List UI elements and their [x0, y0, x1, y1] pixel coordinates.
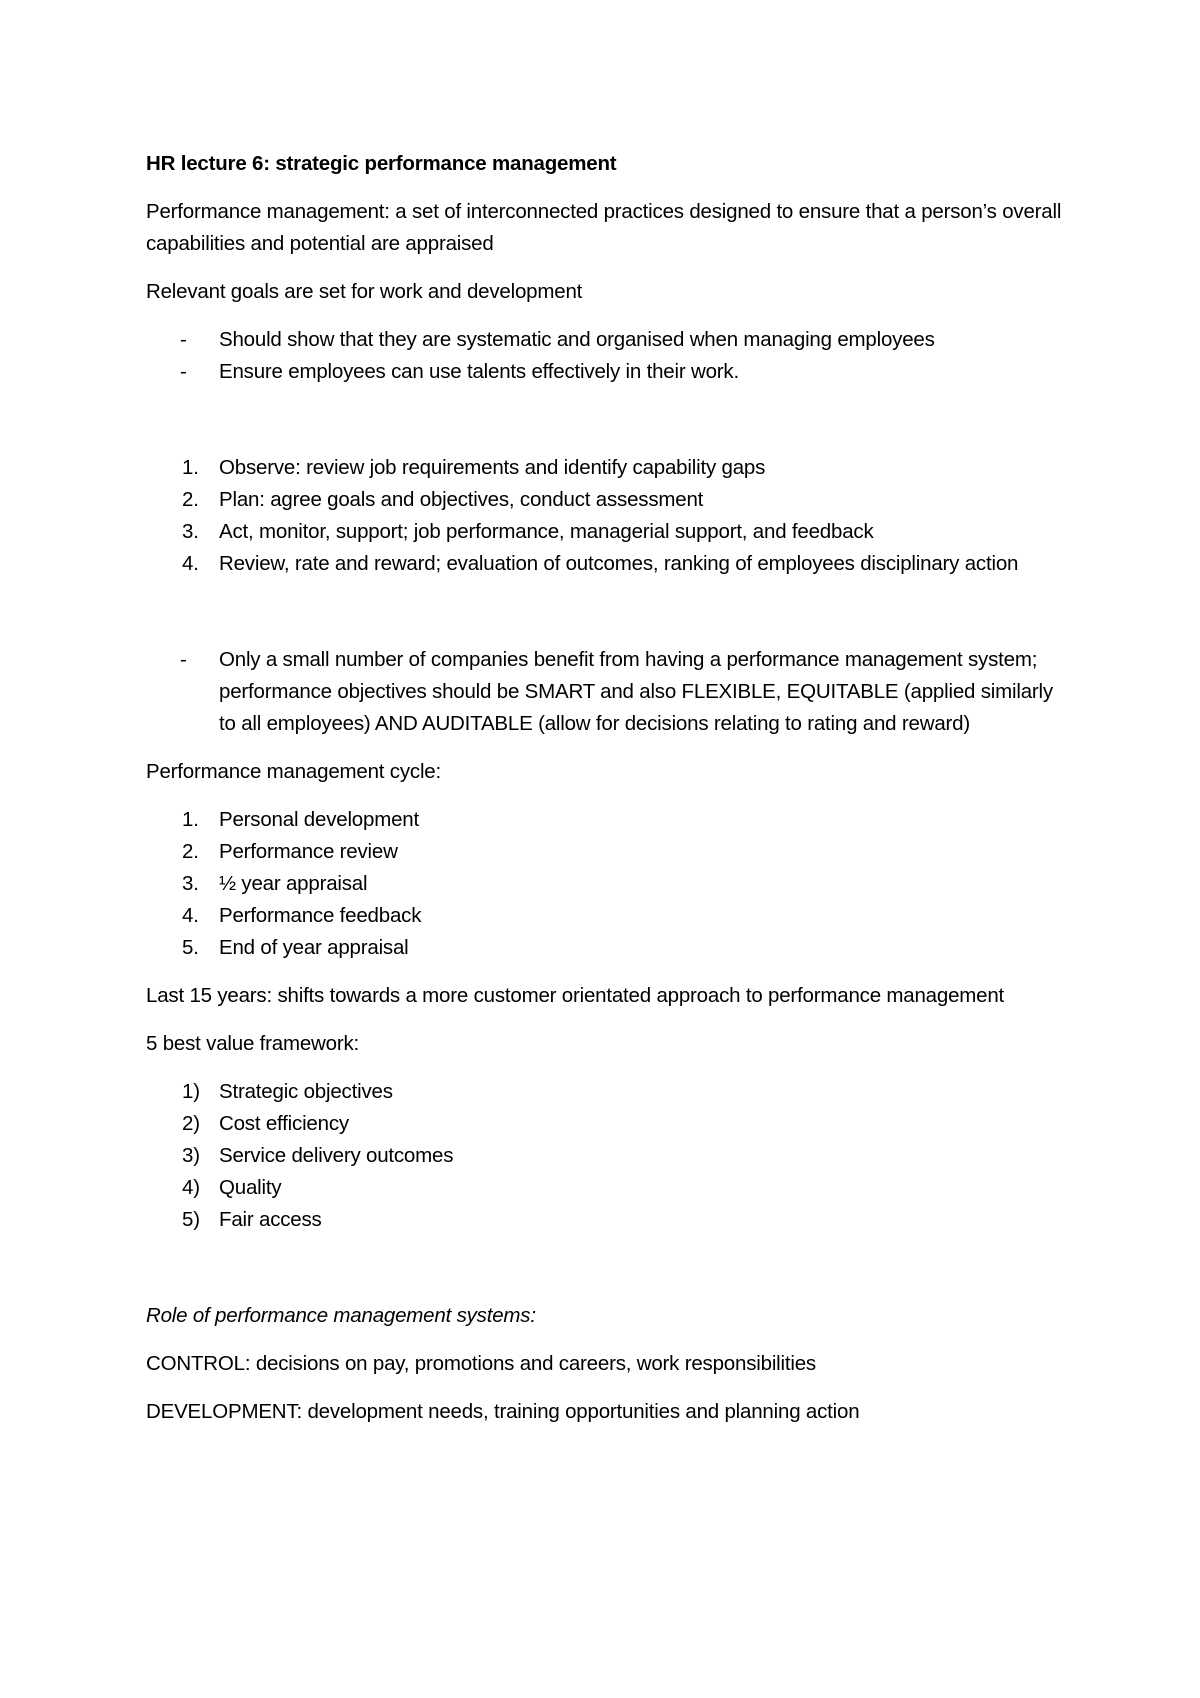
list-item-text: Fair access [219, 1208, 322, 1231]
list-item [146, 1076, 1066, 1108]
number-marker: 2. [182, 840, 199, 863]
list-item-text: Cost efficiency [219, 1112, 349, 1135]
goals-bullet-list [146, 324, 1066, 388]
number-marker: 1. [182, 808, 199, 831]
number-marker: 2. [182, 488, 199, 511]
cycle-steps-list [146, 804, 1066, 964]
number-marker: 5) [182, 1208, 200, 1231]
list-item [146, 1204, 1066, 1236]
blank-space [146, 1252, 1066, 1300]
control-paragraph: CONTROL: decisions on pay, promotions and careers, work responsibilities [146, 1352, 816, 1375]
blank-space [146, 404, 1066, 452]
list-item-text: Service delivery outcomes [219, 1144, 454, 1167]
list-item [146, 484, 1066, 516]
list-item-text: Personal development [219, 808, 419, 831]
list-item [146, 644, 1066, 740]
list-item [146, 356, 1066, 388]
list-item-text: Should show that they are systematic and organised when managing employees [219, 328, 935, 351]
number-marker: 2) [182, 1112, 200, 1135]
number-marker: 4. [182, 904, 199, 927]
bullet-marker: - [180, 328, 187, 351]
page-title: HR lecture 6: strategic performance management [146, 152, 617, 175]
list-item-text: Only a small number of companies benefit from having a performance management system; performance objectives should be SMART and also FLEXIBLE, EQUITABLE (applied similarly to all employees) AND AUDITABLE (allow for decisions relating to rating and reward) [219, 648, 1053, 735]
cycle-heading: Performance management cycle: [146, 760, 442, 783]
list-item [146, 516, 1066, 548]
list-item [146, 1140, 1066, 1172]
number-marker: 3. [182, 872, 199, 895]
number-marker: 5. [182, 936, 199, 959]
definition-paragraph: Performance management: a set of interconnected practices designed to ensure that a person’s overall capabilities and potential are appraised [146, 200, 1062, 255]
framework-heading: 5 best value framework: [146, 1032, 360, 1055]
list-item [146, 836, 1066, 868]
list-item [146, 804, 1066, 836]
development-paragraph: DEVELOPMENT: development needs, training opportunities and planning action [146, 1400, 860, 1423]
list-item [146, 452, 1066, 484]
list-item [146, 324, 1066, 356]
list-item-text: End of year appraisal [219, 936, 409, 959]
shift-paragraph: Last 15 years: shifts towards a more customer orientated approach to performance management [146, 984, 1005, 1007]
document-body [146, 148, 1066, 1444]
list-item-text: Performance review [219, 840, 398, 863]
number-marker: 3) [182, 1144, 200, 1167]
list-item-text: Act, monitor, support; job performance, managerial support, and feedback [219, 520, 874, 543]
framework-list [146, 1076, 1066, 1236]
list-item-text: Review, rate and reward; evaluation of outcomes, ranking of employees disciplinary action [219, 552, 1019, 575]
list-item-text: Quality [219, 1176, 282, 1199]
number-marker: 4. [182, 552, 199, 575]
bullet-marker: - [180, 360, 187, 383]
list-item [146, 868, 1066, 900]
number-marker: 1) [182, 1080, 200, 1103]
goals-intro: Relevant goals are set for work and development [146, 280, 583, 303]
list-item [146, 1108, 1066, 1140]
number-marker: 3. [182, 520, 199, 543]
process-steps-list [146, 452, 1066, 580]
list-item [146, 548, 1066, 580]
number-marker: 1. [182, 456, 199, 479]
blank-space [146, 596, 1066, 644]
list-item-text: Strategic objectives [219, 1080, 393, 1103]
list-item [146, 900, 1066, 932]
list-item-text: Performance feedback [219, 904, 422, 927]
list-item [146, 932, 1066, 964]
bullet-marker: - [180, 648, 187, 671]
note-bullet-list [146, 644, 1066, 740]
list-item-text: ½ year appraisal [219, 872, 368, 895]
list-item [146, 1172, 1066, 1204]
list-item-text: Ensure employees can use talents effectively in their work. [219, 360, 739, 383]
role-heading: Role of performance management systems: [146, 1304, 536, 1327]
list-item-text: Plan: agree goals and objectives, conduct assessment [219, 488, 704, 511]
number-marker: 4) [182, 1176, 200, 1199]
list-item-text: Observe: review job requirements and identify capability gaps [219, 456, 766, 479]
